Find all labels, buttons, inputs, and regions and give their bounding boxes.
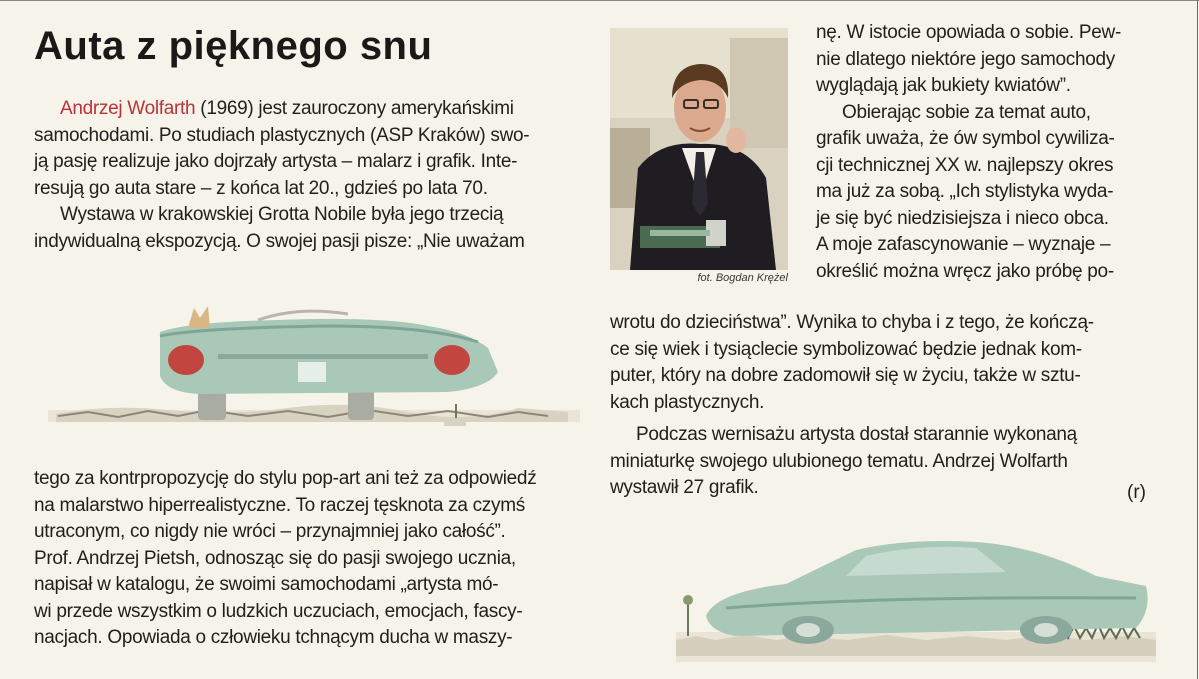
- text-line: określić można wręcz jako próbę po-: [816, 260, 1114, 282]
- text-line: Prof. Andrzej Pietsh, odnosząc się do pasji swojego ucznia,: [34, 547, 516, 569]
- car-illustration-convertible: [48, 292, 580, 462]
- text-line: indywidualną ekspozycją. O swojej pasji pisze: „Nie uważam: [34, 230, 525, 252]
- text-line: ma już za sobą. „Ich stylistyka wyda-: [816, 181, 1114, 202]
- text-line: Wystawa w krakowskiej Grotta Nobile była jego trzecią: [60, 204, 504, 225]
- photo-caption: fot. Bogdan Krężel: [697, 272, 788, 284]
- text-line: nacjach. Opowiada o człowieku tchnącym ducha w maszy-: [34, 627, 513, 648]
- text-line: kach plastycznych.: [610, 391, 765, 413]
- text-line: cji technicznej XX w. najlepszy okres: [816, 154, 1114, 176]
- col1-upper-text: [34, 96, 580, 255]
- text-line: ją pasję realizuje jako dojrzały artysta – malarz i grafik. Inte-: [34, 151, 518, 172]
- text-line: Podczas wernisażu artysta dostał starannie wykonaną: [636, 424, 1077, 445]
- text-line: nę. W istocie opowiada o sobie. Pew-: [816, 22, 1121, 43]
- text-line: Obierając sobie za temat auto,: [842, 101, 1091, 123]
- text-line: ce się wiek i tysiąclecie symbolizować będzie jednak kom-: [610, 338, 1082, 360]
- text-line: wrotu do dzieciństwa”. Wynika to chyba i z tego, że kończą-: [610, 312, 1094, 333]
- col1-lower-text: [34, 466, 580, 652]
- text-line: na malarstwo hiperrealistyczne. To raczej tęsknota za czymś: [34, 494, 525, 516]
- text-line: grafik uważa, że ów symbol cywiliza-: [816, 128, 1115, 149]
- author-signature: (r): [1127, 482, 1146, 503]
- text-line: wyglądają jak bukiety kwiatów”.: [816, 75, 1071, 96]
- text-line: wi przede wszystkim o ludzkich uczuciach, emocjach, fascy-: [34, 600, 523, 622]
- text-line: nie dlatego niektóre jego samochody: [816, 48, 1115, 70]
- col2-top-text: [816, 20, 1154, 285]
- car-illustration-sedan: [676, 532, 1156, 670]
- text-line: resują go auta stare – z końca lat 20., gdzieś po lata 70.: [34, 177, 488, 199]
- text-line: A moje zafascynowanie – wyznaje –: [816, 234, 1111, 255]
- right-column-rule: [1197, 0, 1198, 679]
- text-line: tego za kontrpropozycję do stylu pop-art ani też za odpowiedź: [34, 468, 537, 489]
- author-name: Andrzej Wolfarth: [60, 98, 196, 119]
- text-line: samochodami. Po studiach plastycznych (ASP Kraków) swo-: [34, 124, 530, 146]
- col2-full-text: [610, 310, 1156, 502]
- text-line: wystawił 27 grafik.: [610, 477, 759, 498]
- text-line: napisał w katalogu, że swoimi samochodami „artysta mó-: [34, 574, 499, 595]
- text-line: Andrzej Wolfarth (1969) jest zauroczony amerykańskimi: [60, 98, 514, 119]
- text-line: je się być niedzisiejsza i nieco obca.: [816, 207, 1109, 229]
- article-title: Auta z pięknego snu: [34, 24, 433, 68]
- text-line: puter, który na dobre zadomowił się w życiu, także w sztu-: [610, 365, 1081, 386]
- text-line: utraconym, co nigdy nie wróci – przynajmniej jako całość”.: [34, 521, 506, 542]
- artist-photo: [610, 28, 788, 270]
- text-line: miniaturkę swojego ulubionego tematu. Andrzej Wolfarth: [610, 450, 1068, 472]
